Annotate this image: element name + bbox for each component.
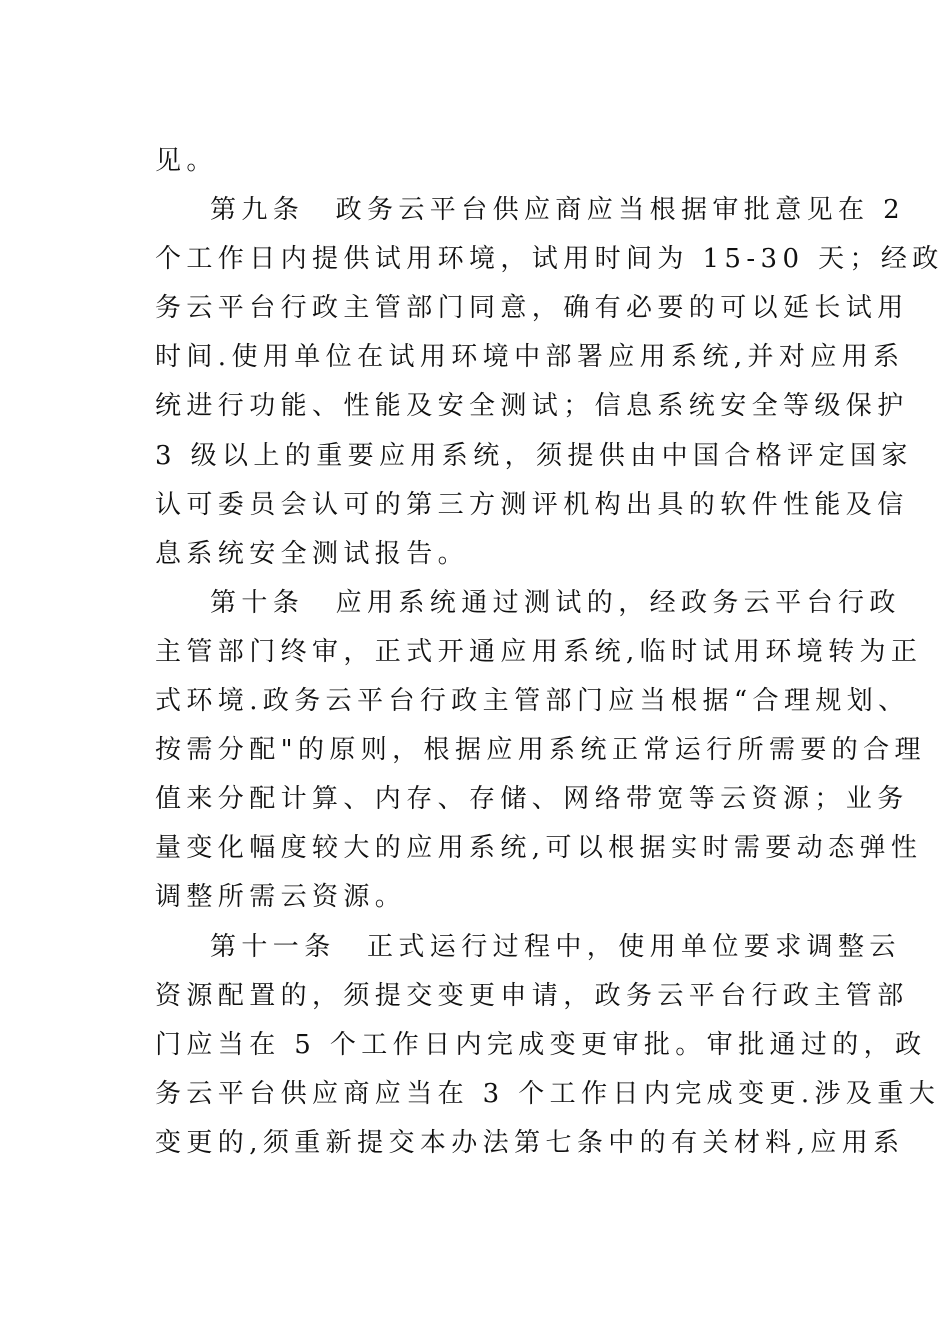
text-line: 变更的,须重新提交本办法第七条中的有关材料,应用系 [155,1127,905,1158]
article-9-heading-line: 第九条 政务云平台供应商应当根据审批意见在 2 [210,195,906,226]
text-line: 资源配置的，须提交变更申请，政务云平台行政主管部 [155,980,909,1011]
article-10-heading-line: 第十条 应用系统通过测试的，经政务云平台行政 [210,587,901,618]
text-line: 统进行功能、性能及安全测试；信息系统安全等级保护 [155,391,909,422]
article-11-heading-line: 第十一条 正式运行过程中，使用单位要求调整云 [210,931,901,962]
text-line: 务云平台供应商应当在 3 个工作日内完成变更.涉及重大 [155,1078,941,1109]
text-line: 值来分配计算、内存、存储、网络带宽等云资源；业务 [155,784,909,815]
text-line: 时间.使用单位在试用环境中部署应用系统,并对应用系 [155,342,905,373]
text-line: 调整所需云资源。 [155,882,407,913]
text-line: 按需分配"的原则，根据应用系统正常运行所需要的合理 [155,735,926,766]
text-line: 见。 [155,146,218,176]
text-line: 式环境.政务云平台行政主管部门应当根据“合理规划、 [155,686,910,717]
text-line: 门应当在 5 个工作日内完成变更审批。审批通过的，政 [155,1029,927,1060]
text-line: 认可委员会认可的第三方测评机构出具的软件性能及信 [155,489,909,520]
text-line: 息系统安全测试报告。 [155,538,470,569]
text-line: 个工作日内提供试用环境，试用时间为 15-30 天；经政 [155,244,944,275]
text-line: 量变化幅度较大的应用系统,可以根据实时需要动态弹性 [155,833,923,864]
text-line: 3 级以上的重要应用系统，须提供由中国合格评定国家 [155,440,913,471]
text-line: 务云平台行政主管部门同意，确有必要的可以延长试用 [155,293,909,324]
text-line: 主管部门终审，正式开通应用系统,临时试用环境转为正 [155,636,923,667]
document-body [155,137,944,1168]
